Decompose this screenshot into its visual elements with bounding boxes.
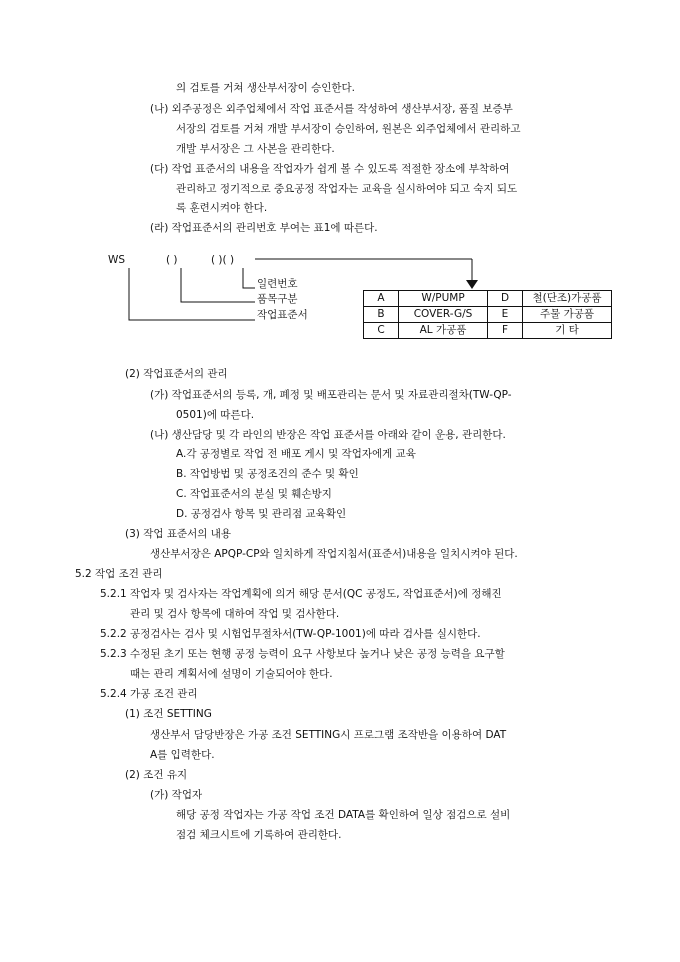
text-line: 5.2.1 작업자 및 검사자는 작업계획에 의거 해당 문서(QC 공정도, 작업표준서)에 정해진 bbox=[100, 588, 502, 600]
text-line: (가) 작업표준서의 등록, 개, 폐정 및 배포관리는 문서 및 자료관리절차(TW-QP- bbox=[150, 389, 512, 401]
text-line: 점검 체크시트에 기록하여 관리한다. bbox=[176, 829, 342, 841]
label-item: 품목구분 bbox=[257, 293, 298, 305]
text-line: 의 검토를 거쳐 생산부서장이 승인한다. bbox=[176, 82, 355, 94]
code-paren-2: ( )( ) bbox=[211, 254, 235, 266]
text-line: (1) 조건 SETTING bbox=[125, 708, 212, 720]
list-item: C. 작업표준서의 분실 및 훼손방지 bbox=[176, 488, 332, 500]
section-heading: 5.2.4 가공 조건 관리 bbox=[100, 688, 198, 700]
code-value: 기 타 bbox=[523, 323, 612, 339]
code-prefix: WS bbox=[108, 254, 126, 266]
text-line: 관리 및 검사 항목에 대하여 작업 및 검사한다. bbox=[130, 608, 340, 620]
label-serial: 일련번호 bbox=[257, 278, 298, 290]
code-value: 주물 가공품 bbox=[523, 307, 612, 323]
section-heading: (2) 작업표준서의 관리 bbox=[125, 368, 228, 380]
code-value: COVER-G/S bbox=[399, 307, 488, 323]
code-value: 철(단조)가공품 bbox=[523, 291, 612, 307]
text-line: A를 입력한다. bbox=[150, 749, 215, 761]
text-line: (가) 작업자 bbox=[150, 789, 203, 801]
code-value: AL 가공품 bbox=[399, 323, 488, 339]
text-line: 5.2.2 공정검사는 검사 및 시험업무절차서(TW-QP-1001)에 따라 검사를 실시한다. bbox=[100, 628, 481, 640]
code-letter: A bbox=[364, 291, 399, 307]
text-line: 서장의 검토를 거쳐 개발 부서장이 승인하여, 원본은 외주업체에서 관리하고 bbox=[176, 123, 521, 135]
text-line: 개발 부서장은 그 사본을 관리한다. bbox=[176, 143, 335, 155]
text-line: 5.2.3 수정된 초기 또는 현행 공정 능력이 요구 사항보다 높거나 낮은 공정 능력을 요구할 bbox=[100, 648, 505, 660]
leader-line-serial bbox=[243, 268, 255, 288]
text-line: 해당 공정 작업자는 가공 작업 조건 DATA를 확인하여 일상 점검으로 설비 bbox=[176, 809, 511, 821]
code-value: W/PUMP bbox=[399, 291, 488, 307]
code-letter: C bbox=[364, 323, 399, 339]
list-item: B. 작업방법 및 공정조건의 준수 및 확인 bbox=[176, 468, 359, 480]
text-line: (다) 작업 표준서의 내용을 작업자가 쉽게 볼 수 있도록 적절한 장소에 부착하여 bbox=[150, 163, 510, 175]
code-paren-1: ( ) bbox=[166, 254, 178, 266]
text-line: (라) 작업표준서의 관리번호 부여는 표1에 따른다. bbox=[150, 222, 378, 234]
table-row bbox=[364, 291, 612, 307]
table-row bbox=[364, 323, 612, 339]
text-line: 록 훈련시켜야 한다. bbox=[176, 202, 268, 214]
code-letter: D bbox=[488, 291, 523, 307]
down-arrow-icon bbox=[466, 280, 478, 289]
text-line: 생산부서장은 APQP-CP와 일치하게 작업지침서(표준서)내용을 일치시켜야 된다. bbox=[150, 548, 518, 560]
code-letter: F bbox=[488, 323, 523, 339]
label-std: 작업표준서 bbox=[257, 309, 308, 321]
leader-line-item bbox=[181, 268, 255, 302]
list-item: A.각 공정별로 작업 전 배포 게시 및 작업자에게 교육 bbox=[176, 448, 416, 460]
text-line: 0501)에 따른다. bbox=[176, 409, 255, 421]
code-letter: E bbox=[488, 307, 523, 323]
text-line: (나) 외주공정은 외주업체에서 작업 표준서를 작성하여 생산부서장, 품질 보증부 bbox=[150, 103, 513, 115]
text-line: 관리하고 정기적으로 중요공정 작업자는 교육을 실시하여야 되고 숙지 되도 bbox=[176, 183, 518, 195]
section-heading: (3) 작업 표준서의 내용 bbox=[125, 528, 232, 540]
text-line: 때는 관리 계획서에 설명이 기술되어야 한다. bbox=[130, 668, 333, 680]
text-line: 생산부서 담당반장은 가공 조건 SETTING시 프로그램 조작반을 이용하여 DAT bbox=[150, 729, 507, 741]
table-row bbox=[364, 307, 612, 323]
leader-line-std bbox=[129, 268, 255, 320]
list-item: D. 공정검사 항목 및 관리점 교육확인 bbox=[176, 508, 347, 520]
code-table bbox=[363, 290, 612, 339]
text-line: (나) 생산담당 및 각 라인의 반장은 작업 표준서를 아래와 같이 운용, 관리한다. bbox=[150, 429, 506, 441]
code-letter: B bbox=[364, 307, 399, 323]
section-heading: 5.2 작업 조건 관리 bbox=[75, 568, 163, 580]
text-line: (2) 조건 유지 bbox=[125, 769, 188, 781]
